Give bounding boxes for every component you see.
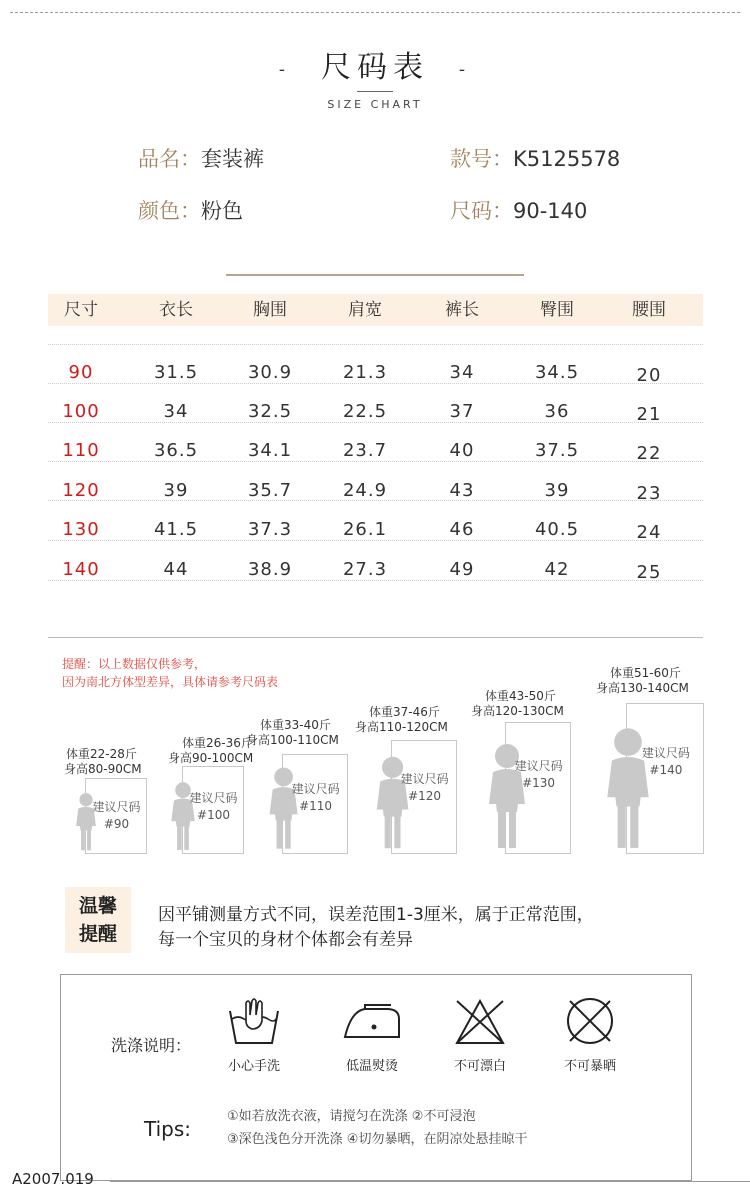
table-row-divider xyxy=(48,461,703,462)
measure-cell: 46 xyxy=(449,519,475,540)
measure-cell: 35.7 xyxy=(247,480,293,501)
measure-cell: 26.1 xyxy=(342,519,388,540)
info-key: 品名： xyxy=(138,147,201,171)
measure-cell: 34.1 xyxy=(247,440,293,461)
kid-height: 身高90-100CM xyxy=(168,751,254,765)
table-row-divider xyxy=(48,383,703,384)
hand-wash-icon xyxy=(226,997,282,1049)
reference-note-line-1: 提醒：以上数据仅供参考， xyxy=(62,657,207,671)
measure-cell: 27.3 xyxy=(342,559,388,580)
recommended-size-value: #110 xyxy=(299,799,333,814)
page-subtitle: SIZE CHART xyxy=(327,98,423,111)
measure-cell: 38.9 xyxy=(247,559,293,580)
info-value: 90-140 xyxy=(513,199,588,223)
kid-weight: 体重37-46斤 xyxy=(369,705,440,719)
measure-cell: 30.9 xyxy=(247,362,293,383)
measure-cell: 31.5 xyxy=(153,362,199,383)
recommended-size-value: #100 xyxy=(197,808,230,823)
info-key: 款号： xyxy=(450,147,513,171)
no-sun-icon xyxy=(564,995,616,1047)
kid-weight: 体重51-60斤 xyxy=(610,666,681,680)
recommended-size-label: 建议尺码 xyxy=(189,791,238,806)
warm-reminder-text-1: 因平铺测量方式不同，误差范围1-3厘米，属于正常范围， xyxy=(158,905,594,925)
recommended-size-label: 建议尺码 xyxy=(641,745,690,760)
info-value: K5125578 xyxy=(513,147,621,171)
kid-height: 身高120-130CM xyxy=(471,704,564,718)
size-cell: 140 xyxy=(62,559,100,580)
header-cell: 胸围 xyxy=(253,300,287,320)
measure-cell: 44 xyxy=(163,559,189,580)
title-underline xyxy=(357,91,393,92)
recommended-size xyxy=(88,799,145,833)
table-row-divider xyxy=(48,540,703,541)
table-row-divider xyxy=(48,344,703,345)
low-iron-icon xyxy=(341,1003,403,1043)
size-cell: 110 xyxy=(62,440,100,461)
measure-cell: 22.5 xyxy=(342,401,388,422)
product-code: A2007.019 xyxy=(12,1170,94,1188)
measure-cell: 40.5 xyxy=(534,519,580,540)
header-cell: 尺寸 xyxy=(64,300,98,320)
measure-cell: 24 xyxy=(636,522,662,543)
tip-line-1: ①如若放洗衣液，请搅匀在洗涤 ②不可浸泡 xyxy=(227,1109,476,1124)
kid-height: 身高100-110CM xyxy=(246,733,339,747)
kid-weight: 体重22-28斤 xyxy=(66,747,137,761)
info-style-number xyxy=(450,143,620,173)
measure-cell: 20 xyxy=(636,365,662,386)
measure-cell: 37.3 xyxy=(247,519,293,540)
measure-cell: 37 xyxy=(449,401,475,422)
recommended-size xyxy=(185,790,242,824)
info-size-range xyxy=(450,195,587,225)
warm-reminder-line-2: 提醒 xyxy=(78,923,117,945)
recommended-size xyxy=(394,771,455,805)
measure-cell: 39 xyxy=(544,480,570,501)
header-cell: 裤长 xyxy=(445,300,479,320)
measure-cell: 49 xyxy=(449,559,475,580)
measure-cell: 37.5 xyxy=(534,440,580,461)
kid-weight: 体重33-40斤 xyxy=(260,718,331,732)
measure-cell: 42 xyxy=(544,559,570,580)
tip-line-2: ③深色浅色分开洗涤 ④切勿暴晒，在阴凉处悬挂晾干 xyxy=(227,1132,528,1147)
measure-cell: 25 xyxy=(636,562,662,583)
title-dash-right: - xyxy=(459,58,472,80)
wash-instructions-box xyxy=(60,974,692,1181)
recommended-size xyxy=(508,758,569,792)
size-cell: 100 xyxy=(62,401,100,422)
hand-wash-label: 小心手洗 xyxy=(227,1059,281,1074)
info-product-name xyxy=(138,143,264,173)
measure-cell: 24.9 xyxy=(342,480,388,501)
measure-cell: 23 xyxy=(636,483,662,504)
info-color xyxy=(138,195,243,225)
measure-cell: 39 xyxy=(163,480,189,501)
page-title xyxy=(0,42,750,86)
measure-cell: 34 xyxy=(163,401,189,422)
info-value: 粉色 xyxy=(201,199,243,223)
measure-cell: 32.5 xyxy=(247,401,293,422)
warm-reminder-line-1: 温馨 xyxy=(78,895,117,917)
size-cell: 90 xyxy=(68,362,94,383)
info-key: 尺码： xyxy=(450,199,513,223)
measure-cell: 21.3 xyxy=(342,362,388,383)
info-separator xyxy=(226,274,524,276)
recommended-size-label: 建议尺码 xyxy=(291,782,340,797)
measure-cell: 36 xyxy=(544,401,570,422)
recommended-size-value: #90 xyxy=(103,816,130,831)
recommended-size-value: #140 xyxy=(649,762,683,777)
measure-cell: 40 xyxy=(449,440,475,461)
no-sun-label: 不可暴晒 xyxy=(563,1059,617,1074)
header-cell: 肩宽 xyxy=(348,300,382,320)
measure-cell: 43 xyxy=(449,480,475,501)
measure-cell: 22 xyxy=(636,443,662,464)
recommended-size-label: 建议尺码 xyxy=(400,772,449,787)
measure-cell: 21 xyxy=(636,404,662,425)
recommended-size-label: 建议尺码 xyxy=(92,799,141,814)
kid-height: 身高130-140CM xyxy=(596,681,689,695)
low-iron-label: 低温熨烫 xyxy=(345,1059,399,1074)
wash-instructions-label: 洗涤说明： xyxy=(111,1036,192,1055)
table-row-divider xyxy=(48,580,703,581)
measure-cell: 36.5 xyxy=(153,440,199,461)
kid-height: 身高80-90CM xyxy=(64,762,142,776)
kid-weight: 体重26-36斤 xyxy=(182,736,253,750)
title-text: 尺码表 xyxy=(321,50,429,85)
header-cell: 腰围 xyxy=(632,300,666,320)
recommended-size-value: #130 xyxy=(522,776,556,791)
reference-note-line-2: 因为南北方体型差异，具体请参考尺码表 xyxy=(62,675,279,689)
size-table-header xyxy=(48,294,703,326)
warm-reminder-badge xyxy=(65,887,131,953)
title-dash-left: - xyxy=(278,58,291,80)
recommended-size xyxy=(285,781,346,815)
recommended-size-label: 建议尺码 xyxy=(514,759,563,774)
warm-reminder-text-2: 每一个宝贝的身材个体都会有差异 xyxy=(158,930,413,950)
recommended-size xyxy=(630,745,702,779)
measure-cell: 41.5 xyxy=(153,519,199,540)
size-cell: 130 xyxy=(62,519,100,540)
bottom-divider xyxy=(110,1181,750,1182)
table-row-divider xyxy=(48,422,703,423)
header-cell: 衣长 xyxy=(159,300,193,320)
size-cell: 120 xyxy=(62,480,100,501)
measure-cell: 34 xyxy=(449,362,475,383)
info-value: 套装裤 xyxy=(201,147,264,171)
kid-weight: 体重43-50斤 xyxy=(485,689,556,703)
info-key: 颜色： xyxy=(138,199,201,223)
measure-cell: 34.5 xyxy=(534,362,580,383)
header-cell: 臀围 xyxy=(540,300,574,320)
section-divider xyxy=(48,637,703,638)
measure-cell: 23.7 xyxy=(342,440,388,461)
kid-height: 身高110-120CM xyxy=(355,720,448,734)
top-dashed-divider xyxy=(10,12,740,13)
tips-label: Tips: xyxy=(144,1117,192,1141)
no-bleach-icon xyxy=(453,997,507,1047)
recommended-size-value: #120 xyxy=(408,789,442,804)
no-bleach-label: 不可漂白 xyxy=(453,1059,507,1074)
